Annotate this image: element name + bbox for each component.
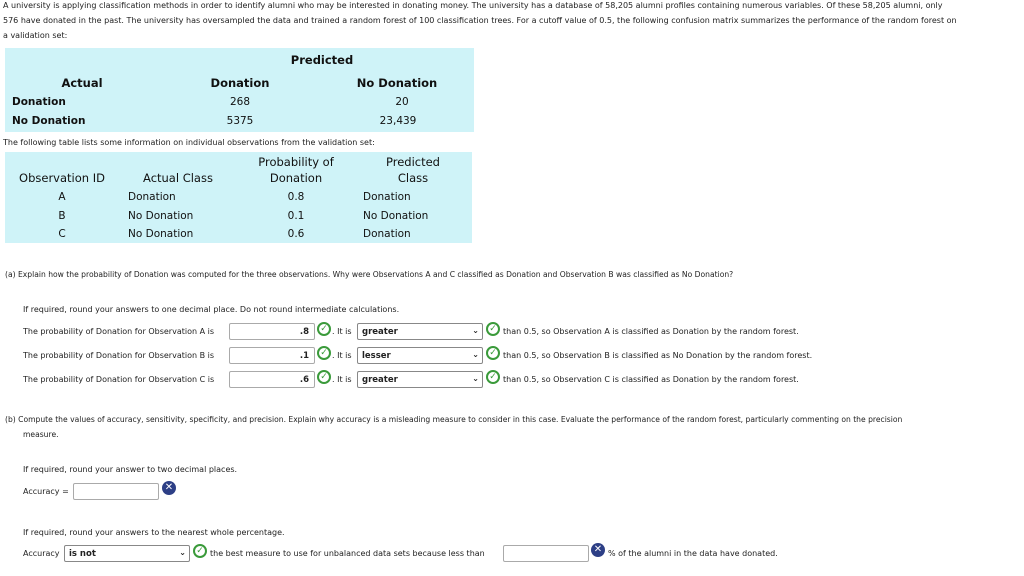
part-a-instruction: If required, round your answers to one decimal place. Do not round intermediate calculations.: [23, 305, 400, 314]
check-icon: ✓: [486, 370, 500, 384]
selected-value: lesser: [362, 351, 391, 361]
chevron-down-icon: ⌄: [472, 326, 479, 335]
label: . It is: [332, 327, 352, 336]
accuracy-input[interactable]: [73, 483, 159, 500]
cell: B: [58, 210, 66, 222]
label: . It is: [332, 351, 352, 360]
question-label: The probability of Donation for Observation C is: [23, 375, 215, 384]
check-icon: ✓: [317, 322, 331, 336]
percentage-input[interactable]: [503, 545, 589, 562]
col-header: No Donation: [356, 76, 438, 90]
check-icon: ✓: [317, 346, 331, 360]
comparison-select-b[interactable]: [357, 347, 483, 364]
cell: 268: [229, 96, 251, 108]
header: Probability of: [258, 155, 334, 169]
accuracy-select[interactable]: [64, 545, 190, 562]
accuracy-explanation: the best measure to use for unbalanced data sets because less than: [210, 549, 485, 558]
row-label: No Donation: [12, 115, 86, 127]
selected-value: greater: [362, 327, 398, 337]
question-tail: than 0.5, so Observation C is classified as Donation by the random forest.: [503, 375, 799, 384]
comparison-select-a[interactable]: [357, 323, 483, 340]
probability-input-a[interactable]: .8: [229, 323, 315, 340]
incorrect-icon: ✕: [591, 543, 605, 557]
cell: No Donation: [363, 210, 429, 222]
cell: 0.1: [287, 210, 305, 222]
chevron-down-icon: ⌄: [472, 374, 479, 383]
cell: 0.8: [287, 191, 305, 203]
check-icon: ✓: [317, 370, 331, 384]
probability-input-c[interactable]: .6: [229, 371, 315, 388]
question-label: The probability of Donation for Observation A is: [23, 327, 215, 336]
label: . It is: [332, 375, 352, 384]
chevron-down-icon: ⌄: [179, 548, 186, 557]
cell: Donation: [363, 228, 411, 240]
cell: 20: [395, 96, 409, 108]
accuracy-label: Accuracy =: [23, 487, 69, 496]
intro-line: a validation set:: [3, 31, 68, 40]
intro-line: A university is applying classification methods in order to identify alumni who may be interested in donating money. The university has a database of 58,205 alumni profiles containing numerous variables. Of these 58,205 alumni, only: [3, 1, 943, 10]
observation-table: [5, 152, 472, 243]
predicted-header: Predicted: [290, 53, 354, 67]
question-tail: than 0.5, so Observation A is classified as Donation by the random forest.: [503, 327, 799, 336]
cell: No Donation: [128, 210, 194, 222]
part-b-question: measure.: [23, 430, 59, 439]
question-tail: than 0.5, so Observation B is classified as No Donation by the random forest.: [503, 351, 813, 360]
intro-line: 576 have donated in the past. The university has oversampled the data and trained a random forest of 100 classification trees. For a cutoff value of 0.5, the following confusion matrix summarizes the performance of the random forest on: [3, 16, 957, 25]
comparison-select-c[interactable]: [357, 371, 483, 388]
header: Observation ID: [19, 171, 105, 185]
question-label: The probability of Donation for Observation B is: [23, 351, 215, 360]
cell: Donation: [363, 191, 411, 203]
header: Donation: [269, 171, 323, 185]
check-icon: ✓: [193, 544, 207, 558]
header: Class: [397, 171, 429, 185]
cell: 5375: [226, 115, 254, 127]
cell: A: [58, 191, 66, 203]
actual-header: Actual: [61, 76, 103, 90]
percentage-tail: % of the alumni in the data have donated.: [608, 549, 778, 558]
cell: C: [58, 228, 66, 240]
col-header: Donation: [210, 76, 270, 90]
row-label: Donation: [12, 96, 66, 108]
part-b-question: (b) Compute the values of accuracy, sensitivity, specificity, and precision. Explain why accuracy is a misleading measure to consider in this case. Evaluate the performance of the random forest, particularly commenting on the precision: [5, 415, 903, 424]
cell: No Donation: [128, 228, 194, 240]
incorrect-icon: ✕: [162, 481, 176, 495]
part-a-question: (a) Explain how the probability of Donation was computed for the three observations. Why were Observations A and C classified as Donation and Observation B was classified as No Donation?: [5, 270, 734, 279]
header: Predicted: [386, 155, 440, 169]
selected-value: greater: [362, 375, 398, 385]
probability-input-b[interactable]: .1: [229, 347, 315, 364]
cell: Donation: [128, 191, 176, 203]
selected-value: is not: [69, 549, 96, 559]
header: Actual Class: [143, 171, 213, 185]
check-icon: ✓: [486, 322, 500, 336]
table-intro: The following table lists some information on individual observations from the validation set:: [3, 138, 375, 147]
accuracy-label: Accuracy: [23, 549, 60, 558]
chevron-down-icon: ⌄: [472, 350, 479, 359]
part-b-instruction: If required, round your answers to the nearest whole percentage.: [23, 528, 285, 537]
cell: 23,439: [379, 115, 417, 127]
confusion-matrix: [5, 48, 474, 132]
cell: 0.6: [287, 228, 305, 240]
part-b-instruction: If required, round your answer to two decimal places.: [23, 465, 238, 474]
check-icon: ✓: [486, 346, 500, 360]
